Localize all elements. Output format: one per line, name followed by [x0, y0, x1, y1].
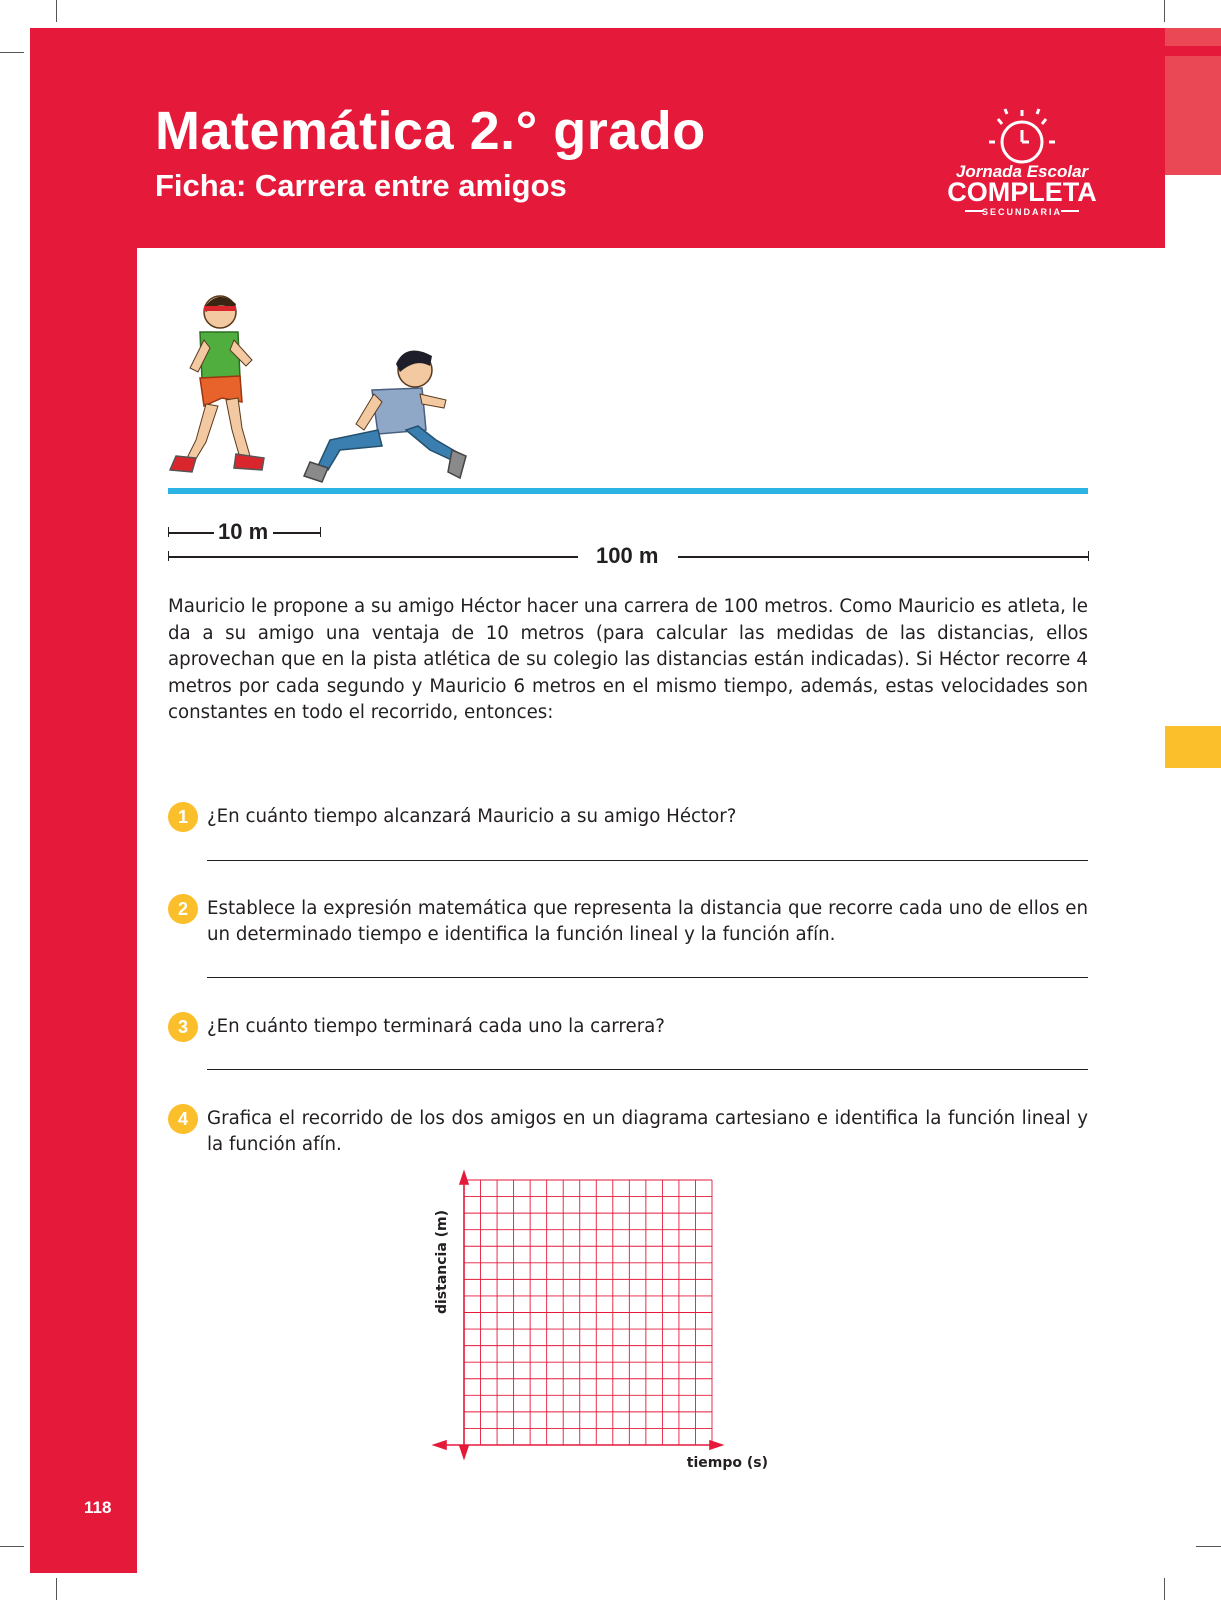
- y-axis-arrow-down-icon: [460, 1446, 468, 1458]
- measure-line-10m-left: [168, 532, 214, 534]
- logo-text-line2: COMPLETA: [947, 177, 1097, 207]
- measure-tick: [320, 527, 321, 537]
- cartesian-grid[interactable]: [430, 1160, 790, 1480]
- crop-mark: [1196, 1546, 1221, 1547]
- crop-mark: [0, 52, 24, 53]
- question-2-text: Establece la expresión matemática que representa la distancia que recorre cada uno de ellos en un determinado tiempo e identifica la función lineal y la función afín.: [207, 898, 1088, 945]
- question-4-text: Grafica el recorrido de los dos amigos en un diagrama cartesiano e identifica la función lineal y la función afín.: [207, 1108, 1088, 1155]
- side-tab-accent: [1165, 46, 1221, 56]
- measure-line-100m-right: [678, 556, 1088, 558]
- crop-mark: [56, 0, 57, 22]
- grid-lines: [464, 1180, 712, 1445]
- question-number-badge: 2: [168, 894, 198, 924]
- question-number-badge: 4: [168, 1104, 198, 1134]
- distance-label-100m: 100 m: [596, 543, 659, 568]
- y-axis-arrow-up-icon: [460, 1172, 468, 1184]
- answer-line-1[interactable]: [207, 860, 1088, 861]
- x-axis-label: tiempo (s): [686, 1455, 768, 1471]
- left-margin-band: [30, 28, 137, 1573]
- x-axis-arrow-right-icon: [710, 1441, 722, 1449]
- question-1-text: ¿En cuánto tiempo alcanzará Mauricio a su amigo Héctor?: [207, 806, 737, 827]
- question-3-text: ¿En cuánto tiempo terminará cada uno la carrera?: [207, 1016, 665, 1037]
- jornada-escolar-logo: [945, 105, 1100, 220]
- logo-text-line1: Jornada Escolar: [955, 162, 1089, 181]
- x-axis-arrow-left-icon: [434, 1441, 446, 1449]
- y-axis-label: distancia (m): [434, 1209, 450, 1315]
- crop-mark: [1164, 0, 1165, 22]
- crop-mark: [0, 1546, 24, 1547]
- problem-statement: Mauricio le propone a su amigo Héctor hacer una carrera de 100 metros. Como Mauricio es atleta, le da a su amigo una ventaja de 10 metros (para calcular las medidas de las distancias, ellos aprovechan que en la pista atlética de su colegio las distancias están indicadas). Si Héctor recorre 4 metros por cada segundo y Mauricio 6 metros en el mismo tiempo, además, estas velocidades son constantes en todo el recorrido, entonces:: [168, 596, 1088, 723]
- crop-mark: [56, 1578, 57, 1600]
- question-number-badge: 3: [168, 1012, 198, 1042]
- worksheet-subtitle: Ficha: Carrera entre amigos: [155, 168, 567, 203]
- runners-illustration: [160, 290, 490, 490]
- running-track: [168, 488, 1088, 494]
- answer-line-2[interactable]: [207, 977, 1088, 978]
- measure-line-10m-right: [273, 532, 320, 534]
- page-number: 118: [84, 1498, 112, 1517]
- measure-line-100m-left: [168, 556, 578, 558]
- logo-text-line3: SECUNDARIA: [981, 207, 1063, 217]
- crop-mark: [1164, 1578, 1165, 1600]
- distance-label-10m: 10 m: [218, 519, 269, 544]
- measure-tick: [1088, 551, 1089, 561]
- page-title: Matemática 2.° grado: [155, 101, 706, 161]
- clock-icon: [989, 109, 1055, 162]
- question-number-badge: 1: [168, 802, 198, 832]
- answer-line-3[interactable]: [207, 1069, 1088, 1070]
- side-tab-yellow: [1165, 726, 1221, 768]
- mauricio-runner: [170, 296, 264, 472]
- hector-runner: [304, 351, 466, 482]
